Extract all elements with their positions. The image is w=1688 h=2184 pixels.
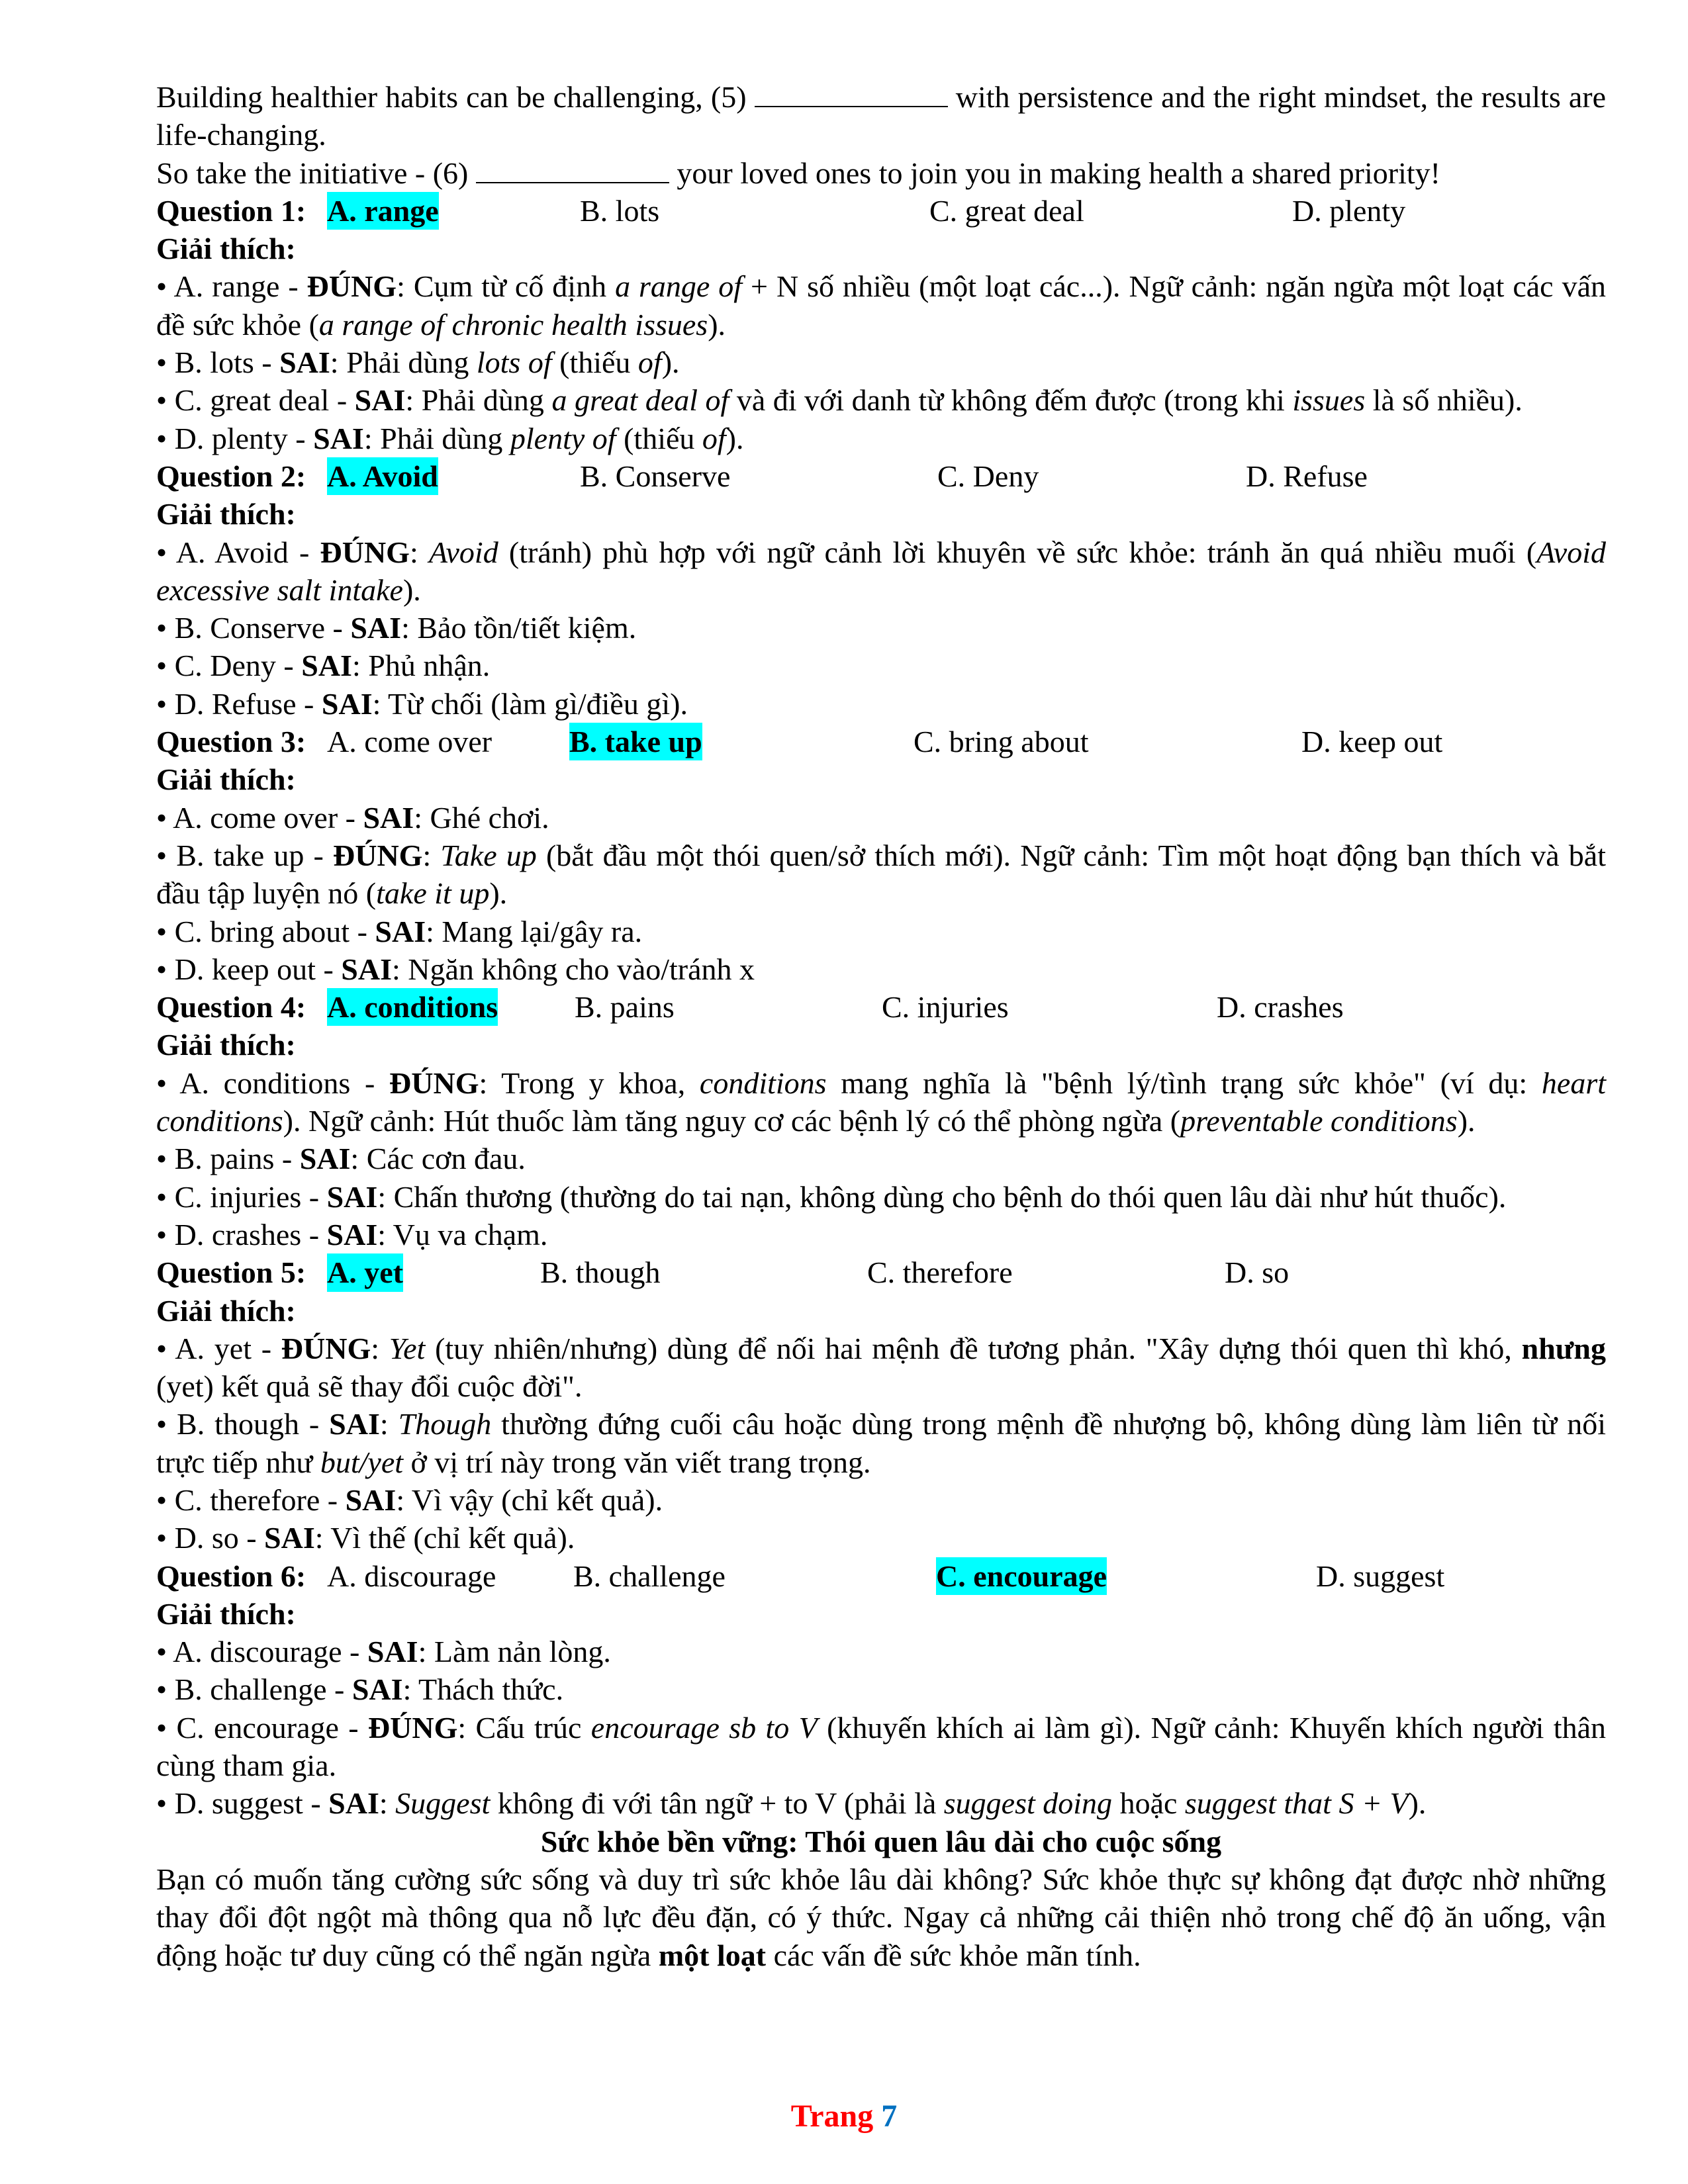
explanation-item: • D. keep out - SAI: Ngăn không cho vào/tránh x [156,952,755,986]
question-3-label: Question 3: [156,725,306,759]
question-1-label: Question 1: [156,193,306,228]
explanation-item: • D. crashes - SAI: Vụ va chạm. [156,1217,548,1251]
question-4-option-b: B. pains [575,990,675,1024]
explanation-item: • B. pains - SAI: Các cơn đau. [156,1142,526,1176]
explanation-heading: Giải thích: [156,1028,296,1062]
question-1-row [156,192,1606,230]
question-2-option-b: B. Conserve [580,459,731,493]
explanation-item: • C. therefore - SAI: Vì vậy (chỉ kết quả). [156,1482,663,1517]
explanation-item: • C. Deny - SAI: Phủ nhận. [156,649,491,683]
passage-text: your loved ones to join you in making health a shared priority! [669,156,1440,190]
question-5-option-a: A. yet [327,1253,403,1291]
explanation-item: • B. challenge - SAI: Thách thức. [156,1672,564,1707]
question-6-option-c: C. encourage [936,1557,1107,1595]
question-3-option-b: B. take up [569,723,702,760]
explanation-item: • A. conditions - ĐÚNG: Trong y khoa, conditions mang nghĩa là "bệnh lý/tình trạng sức khỏe" (ví dụ: heart conditions). Ngữ cảnh: Hút thuốc làm tăng nguy cơ các bệnh lý có thể phòng ngừa (preventable conditions). [156,1066,1607,1138]
question-3-option-c: C. bring about [914,725,1089,759]
explanation-item: • D. so - SAI: Vì thế (chỉ kết quả). [156,1521,575,1555]
explanation-item: • C. bring about - SAI: Mang lại/gây ra. [156,914,643,948]
question-1-option-d: D. plenty [1292,193,1406,228]
question-3-row [156,723,1606,760]
explanation-item: • D. Refuse - SAI: Từ chối (làm gì/điều gì). [156,686,688,721]
explanation-item: • C. great deal - SAI: Phải dùng a great deal of và đi với danh từ không đếm được (trong khi issues là số nhiều). [156,383,1523,418]
explanation-heading: Giải thích: [156,232,296,266]
passage-line-5 [156,78,1606,154]
question-4-row [156,988,1606,1026]
question-5-option-c: C. therefore [867,1255,1013,1290]
question-1-option-c: C. great deal [929,193,1084,228]
question-2-option-c: C. Deny [937,459,1039,493]
explanation-item: • A. discourage - SAI: Làm nản lòng. [156,1635,611,1669]
question-6-option-b: B. challenge [573,1559,726,1593]
question-4-option-d: D. crashes [1217,990,1344,1024]
question-6-option-a: A. discourage [327,1559,496,1593]
question-2-option-d: D. Refuse [1246,459,1368,493]
page-label: Trang [790,2099,882,2134]
page-footer [0,2098,1688,2134]
question-1-option-a: A. range [327,192,439,230]
explanation-item: • A. yet - ĐÚNG: Yet (tuy nhiên/nhưng) dùng để nối hai mệnh đề tương phản. "Xây dựng thói quen thì khó, nhưng (yet) kết quả sẽ thay đổi cuộc đời". [156,1331,1606,1404]
question-5-label: Question 5: [156,1255,306,1290]
document-page [156,78,1606,1974]
explanation-heading: Giải thích: [156,762,296,797]
explanation-item: • B. though - SAI: Though thường đứng cuối câu hoặc dùng trong mệnh đề nhượng bộ, không dùng làm liên từ nối trực tiếp như but/yet ở vị trí này trong văn viết trang trọng. [156,1407,1607,1479]
explanation-item: • C. injuries - SAI: Chấn thương (thường do tai nạn, không dùng cho bệnh do thói quen lâu dài như hút thuốc). [156,1179,1507,1214]
question-2-label: Question 2: [156,459,306,493]
blank-6 [476,156,669,183]
explanation-heading: Giải thích: [156,1596,296,1631]
question-6-option-d: D. suggest [1316,1559,1445,1593]
explanation-item: • B. Conserve - SAI: Bảo tồn/tiết kiệm. [156,611,637,645]
blank-5 [755,79,948,107]
question-5-row [156,1253,1606,1291]
explanation-item: • D. suggest - SAI: Suggest không đi với tân ngữ + to V (phải là suggest doing hoặc suggest that S + V). [156,1786,1427,1821]
passage-line-6 [156,154,1606,192]
question-1-option-b: B. lots [580,193,660,228]
question-5-option-d: D. so [1225,1255,1289,1290]
explanation-item: • A. come over - SAI: Ghé chơi. [156,800,549,835]
explanation-item: • A. range - ĐÚNG: Cụm từ cố định a range of + N số nhiều (một loạt các...). Ngữ cảnh: ngăn ngừa một loạt các vấn đề sức khỏe (a range of chronic health issues). [156,269,1606,341]
question-3-option-a: A. come over [327,725,492,759]
explanation-item: • A. Avoid - ĐÚNG: Avoid (tránh) phù hợp với ngữ cảnh lời khuyên về sức khỏe: tránh ăn quá nhiều muối (Avoid excessive salt intake). [156,535,1606,607]
question-2-row [156,457,1606,495]
question-3-option-d: D. keep out [1301,725,1443,759]
page-number: 7 [881,2099,898,2134]
explanation-item: • B. take up - ĐÚNG: Take up (bắt đầu một thói quen/sở thích mới). Ngữ cảnh: Tìm một hoạt động bạn thích và bắt đầu tập luyện nó (take it up). [156,838,1607,911]
question-5-option-b: B. though [540,1255,661,1290]
explanation-heading: Giải thích: [156,1293,296,1328]
question-6-row [156,1557,1606,1595]
explanation-heading: Giải thích: [156,497,296,531]
explanation-item: • D. plenty - SAI: Phải dùng plenty of (thiếu of). [156,421,744,455]
explanation-item: • C. encourage - ĐÚNG: Cấu trúc encourage sb to V (khuyến khích ai làm gì). Ngữ cảnh: Khuyến khích người thân cùng tham gia. [156,1710,1606,1783]
question-2-option-a: A. Avoid [327,457,438,495]
explanation-item: • B. lots - SAI: Phải dùng lots of (thiếu of). [156,345,680,380]
translation-title: Sức khỏe bền vững: Thói quen lâu dài cho cuộc sống [540,1824,1222,1858]
question-4-option-a: A. conditions [327,988,498,1026]
question-6-label: Question 6: [156,1559,306,1593]
question-4-label: Question 4: [156,990,306,1024]
question-4-option-c: C. injuries [882,990,1009,1024]
passage-text: So take the initiative - (6) [156,156,476,190]
passage-text: Building healthier habits can be challenging, (5) [156,80,755,114]
translation-paragraph: Bạn có muốn tăng cường sức sống và duy trì sức khỏe lâu dài không? Sức khỏe thực sự không đạt được nhờ những thay đổi đột ngột mà thông qua nỗ lực đều đặn, có ý thức. Ngay cả những cải thiện nhỏ trong chế độ ăn uống, vận động hoặc tư duy cũng có thể ngăn ngừa một loạt các vấn đề sức khỏe mãn tính. [156,1862,1606,1972]
passage-text: with persistence and the right mindset, the results are life-changing. [156,80,1606,152]
